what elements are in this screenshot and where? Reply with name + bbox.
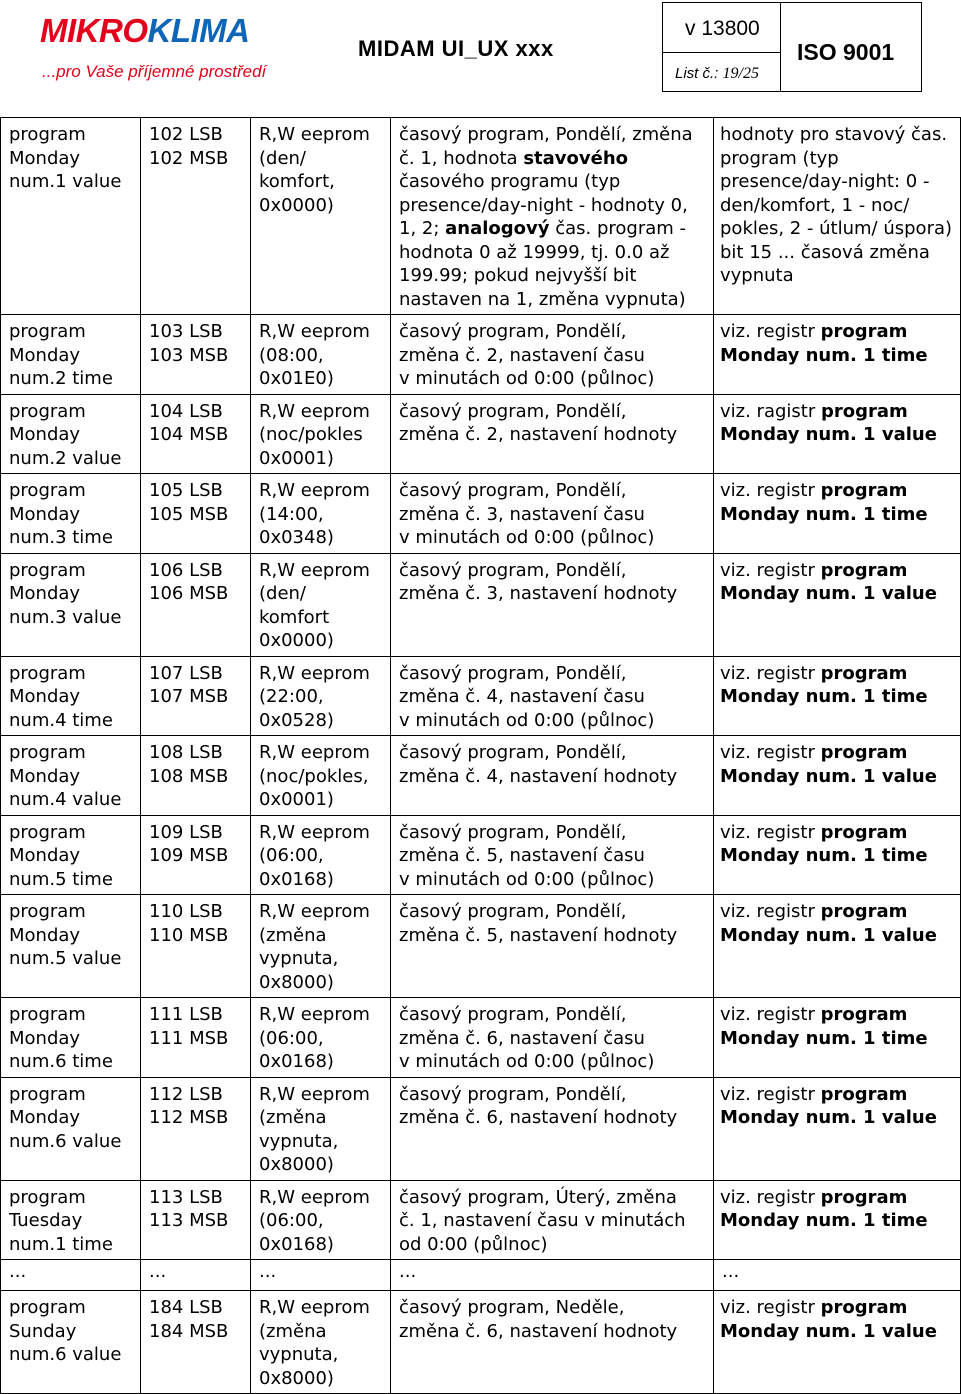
sheet-number xyxy=(675,65,759,83)
note-ref-text: viz. registr xyxy=(720,1297,821,1318)
description-fragment: časového programu (typ presence/day-night - hodnoty 0, 1, 2; xyxy=(399,171,688,239)
register-access-line: 0x8000) xyxy=(259,1367,334,1389)
register-address-cell xyxy=(141,895,251,998)
table-row xyxy=(1,1180,961,1260)
sheet-label: List č.: xyxy=(675,65,719,82)
description-line: časový program, Úterý, změna xyxy=(399,1186,677,1208)
register-address-line: 103 MSB xyxy=(149,344,229,366)
register-name-cell xyxy=(1,1180,141,1260)
register-name-line: program xyxy=(9,1004,86,1025)
register-access-cell xyxy=(251,998,391,1078)
register-name-line: num.5 value xyxy=(9,948,122,969)
register-name-line: num.4 time xyxy=(9,709,113,731)
note-ref-register: program xyxy=(820,321,908,342)
description-line: změna č. 5, nastavení času xyxy=(399,845,645,866)
note-ref-register: program xyxy=(820,662,908,684)
note-ref-register: program xyxy=(820,480,908,501)
description-line: změna č. 6, nastavení času xyxy=(399,1027,645,1049)
register-name-line: Tuesday xyxy=(9,1210,83,1231)
note-ref-register: program xyxy=(820,400,908,422)
register-address-line: 105 MSB xyxy=(149,503,229,525)
note-ref-text: viz. registr xyxy=(720,901,821,922)
register-description-cell xyxy=(391,553,714,656)
register-note-cell xyxy=(714,1180,961,1260)
description-line: časový program, Pondělí, xyxy=(399,559,627,581)
register-description-cell xyxy=(391,895,714,998)
register-access-cell xyxy=(251,394,391,474)
register-access-line: R,W eeprom xyxy=(259,901,370,922)
description-line: časový program, Pondělí, xyxy=(399,1083,627,1105)
register-name-line: program xyxy=(9,1186,86,1208)
note-ref-register: program xyxy=(820,1297,908,1318)
register-access-line: 0x0528) xyxy=(259,709,334,731)
register-access-line: (06:00, xyxy=(259,1210,324,1231)
register-access-line: R,W eeprom xyxy=(259,124,370,145)
register-name-line: Monday xyxy=(9,845,81,866)
register-access-line: (noc/pokles, xyxy=(259,765,369,787)
register-description-cell xyxy=(391,315,714,395)
register-access-line: 0x01E0) xyxy=(259,368,334,389)
note-ref-register: program xyxy=(820,1186,908,1208)
register-access-line: R,W eeprom xyxy=(259,400,370,422)
register-name-line: Monday xyxy=(9,1027,81,1049)
register-note-cell xyxy=(714,1077,961,1180)
register-address-cell xyxy=(141,998,251,1078)
register-name-line: Monday xyxy=(9,344,81,366)
register-name-cell xyxy=(1,998,141,1078)
register-name-line: program xyxy=(9,559,86,581)
note-line xyxy=(720,1083,954,1107)
register-address-cell xyxy=(141,118,251,315)
register-description-cell xyxy=(391,118,714,315)
register-access-line: (změna xyxy=(259,1320,327,1342)
description-line: změna č. 4, nastavení času xyxy=(399,686,645,707)
version-box-hline xyxy=(663,52,781,53)
register-address-cell xyxy=(141,815,251,895)
register-address-line: 109 LSB xyxy=(149,821,223,843)
note-ref-register-name: Monday num. 1 value xyxy=(720,924,937,946)
register-address-line: 103 LSB xyxy=(149,321,223,342)
register-note-cell xyxy=(714,998,961,1078)
table-row xyxy=(1,474,961,554)
register-access-cell xyxy=(251,315,391,395)
document-title: MIDAM UI_UX xxx xyxy=(358,36,554,61)
register-access-line: 0x0168) xyxy=(259,1233,334,1255)
note-ref-register: program xyxy=(820,742,908,763)
description-line: č. 1, nastavení času v minutách xyxy=(399,1210,686,1231)
register-access-cell xyxy=(251,895,391,998)
register-address-cell xyxy=(141,736,251,816)
company-logo xyxy=(40,12,300,92)
note-ref-text: viz. registr xyxy=(720,821,821,843)
register-address-line: 106 LSB xyxy=(149,559,223,581)
note-ref-register-name: Monday num. 1 value xyxy=(720,765,937,787)
note-text: hodnoty pro stavový čas. program (typ presence/day-night: 0 - den/komfort, 1 - noc/ pokles, 2 - útlum/ úspora) xyxy=(720,124,953,239)
register-address-cell xyxy=(141,1291,251,1394)
ellipsis-cell: ... xyxy=(391,1260,714,1291)
register-name-line: num.6 time xyxy=(9,1051,113,1072)
register-name-line: Monday xyxy=(9,765,81,787)
register-address-line: 111 MSB xyxy=(149,1027,229,1049)
note-ref-text: viz. registr xyxy=(720,742,821,763)
register-address-line: 111 LSB xyxy=(149,1004,223,1025)
register-name-cell xyxy=(1,895,141,998)
register-note-cell xyxy=(714,656,961,736)
register-access-line: vypnuta, xyxy=(259,1130,339,1152)
register-name-line: num.6 value xyxy=(9,1344,122,1365)
register-name-cell xyxy=(1,394,141,474)
register-access-line: R,W eeprom xyxy=(259,662,370,684)
register-description-cell xyxy=(391,394,714,474)
note-ref-register-name: Monday num. 1 value xyxy=(720,583,937,604)
description-line: časový program, Pondělí, xyxy=(399,662,627,684)
description-line: časový program, Pondělí, xyxy=(399,321,627,342)
register-address-line: 108 MSB xyxy=(149,765,229,787)
logo-word-mikro: MIKRO xyxy=(40,12,148,49)
description-line: časový program, Pondělí, xyxy=(399,821,627,843)
register-access-cell xyxy=(251,553,391,656)
register-access-line: 0x0168) xyxy=(259,1051,334,1072)
register-access-line: vypnuta, xyxy=(259,948,339,969)
register-access-line: vypnuta, xyxy=(259,1344,339,1365)
register-name-line: Monday xyxy=(9,424,81,445)
register-description-cell xyxy=(391,656,714,736)
description-line: změna č. 5, nastavení hodnoty xyxy=(399,924,678,946)
table-row xyxy=(1,895,961,998)
version-number: v 13800 xyxy=(685,17,760,40)
register-access-line: 0x0168) xyxy=(259,868,334,890)
note-line xyxy=(720,741,954,765)
table-row xyxy=(1,815,961,895)
register-note-cell xyxy=(714,815,961,895)
register-access-line: komfort xyxy=(259,606,330,628)
register-address-cell xyxy=(141,1180,251,1260)
register-note-cell xyxy=(714,736,961,816)
table-row xyxy=(1,736,961,816)
description-line: časový program, Pondělí, xyxy=(399,901,627,922)
register-address-line: 102 LSB xyxy=(149,124,223,145)
note-ref-register-name: Monday num. 1 value xyxy=(720,1320,937,1342)
register-address-line: 109 MSB xyxy=(149,845,229,866)
description-line: v minutách od 0:00 (půlnoc) xyxy=(399,709,655,731)
register-access-line: R,W eeprom xyxy=(259,1083,370,1105)
register-address-line: 104 MSB xyxy=(149,424,229,445)
register-access-line: 0x8000) xyxy=(259,1154,334,1175)
ellipsis-cell: ... xyxy=(714,1260,961,1291)
description-emphasis: stavového xyxy=(523,147,628,169)
register-access-line: R,W eeprom xyxy=(259,321,370,342)
register-access-cell xyxy=(251,1077,391,1180)
description-line: časový program, Pondělí, xyxy=(399,1004,627,1025)
register-note-cell xyxy=(714,118,961,315)
register-address-line: 102 MSB xyxy=(149,147,229,169)
register-name-line: program xyxy=(9,400,86,422)
register-name-line: program xyxy=(9,1083,86,1105)
logo-wordmark xyxy=(40,12,249,50)
register-access-line: 0x0000) xyxy=(259,630,334,651)
register-address-line: 106 MSB xyxy=(149,583,229,604)
description-line: změna č. 4, nastavení hodnoty xyxy=(399,765,678,787)
logo-word-klima: KLIMA xyxy=(147,12,250,49)
description-line: časový program, Pondělí, xyxy=(399,480,627,501)
register-note-cell xyxy=(714,895,961,998)
note-ref-register-name: Monday num. 1 time xyxy=(720,1027,928,1049)
description-line: změna č. 2, nastavení hodnoty xyxy=(399,424,678,445)
register-access-line: (den/ xyxy=(259,147,306,169)
register-name-line: num.4 value xyxy=(9,789,122,810)
register-name-cell xyxy=(1,474,141,554)
register-access-line: R,W eeprom xyxy=(259,1186,370,1208)
register-access-line: R,W eeprom xyxy=(259,1004,370,1025)
register-name-line: Monday xyxy=(9,147,81,169)
register-address-cell xyxy=(141,394,251,474)
register-address-line: 112 MSB xyxy=(149,1107,229,1128)
register-name-line: program xyxy=(9,662,86,684)
note-line xyxy=(720,400,954,424)
description-fragment: časový program, Pondělí, změna č. 1, hodnota xyxy=(399,124,693,169)
register-name-line: program xyxy=(9,901,86,922)
register-access-cell xyxy=(251,736,391,816)
table-row xyxy=(1,553,961,656)
register-address-line: 112 LSB xyxy=(149,1083,223,1105)
register-access-line: (změna xyxy=(259,924,327,946)
register-access-line: R,W eeprom xyxy=(259,1297,370,1318)
sheet-value: 19/25 xyxy=(722,65,759,82)
register-access-line: 0x0348) xyxy=(259,527,334,548)
register-description-cell xyxy=(391,1077,714,1180)
note-ref-text: viz. ragistr xyxy=(720,400,821,422)
register-note-cell xyxy=(714,474,961,554)
register-address-line: 107 MSB xyxy=(149,686,229,707)
note-line xyxy=(720,900,954,924)
register-name-line: num.2 time xyxy=(9,368,113,389)
ellipsis-cell: ... xyxy=(1,1260,141,1291)
note-line xyxy=(720,1003,954,1027)
description-line: časový program, Neděle, xyxy=(399,1297,625,1318)
note-line xyxy=(720,662,954,686)
table-row xyxy=(1,1291,961,1394)
note-ref-register: program xyxy=(820,901,908,922)
note-line xyxy=(720,320,954,344)
ellipsis-cell: ... xyxy=(251,1260,391,1291)
register-access-cell xyxy=(251,1291,391,1394)
register-access-line: (den/ xyxy=(259,583,306,604)
note-ref-register: program xyxy=(820,1004,908,1025)
note-ref-register-name: Monday num. 1 time xyxy=(720,1210,928,1231)
note-text: bit 15 ... časová změna vypnuta xyxy=(720,241,930,286)
register-access-line: 0x0001) xyxy=(259,447,334,469)
table-row xyxy=(1,1077,961,1180)
register-description-cell xyxy=(391,474,714,554)
register-address-cell xyxy=(141,474,251,554)
description-line: změna č. 2, nastavení času xyxy=(399,344,645,366)
register-description-cell xyxy=(391,1291,714,1394)
description-line: v minutách od 0:00 (půlnoc) xyxy=(399,368,655,389)
description-line: v minutách od 0:00 (půlnoc) xyxy=(399,1051,655,1072)
register-address-line: 184 LSB xyxy=(149,1297,223,1318)
register-name-line: num.2 value xyxy=(9,447,122,469)
register-access-line: R,W eeprom xyxy=(259,559,370,581)
description-text xyxy=(399,123,707,311)
register-name-line: Monday xyxy=(9,686,81,707)
register-access-cell xyxy=(251,656,391,736)
register-access-cell xyxy=(251,474,391,554)
register-access-line: R,W eeprom xyxy=(259,480,370,501)
register-access-line: (14:00, xyxy=(259,503,324,525)
register-description-cell xyxy=(391,998,714,1078)
table-row xyxy=(1,315,961,395)
register-address-cell xyxy=(141,553,251,656)
register-table xyxy=(0,117,961,1394)
register-access-line: R,W eeprom xyxy=(259,821,370,843)
note-ref-text: viz. registr xyxy=(720,321,821,342)
register-address-line: 184 MSB xyxy=(149,1320,229,1342)
table-row xyxy=(1,394,961,474)
description-line: od 0:00 (půlnoc) xyxy=(399,1233,548,1255)
register-name-cell xyxy=(1,1291,141,1394)
register-access-line: (22:00, xyxy=(259,686,324,707)
register-name-line: Sunday xyxy=(9,1320,77,1342)
note-ref-register: program xyxy=(820,1083,908,1105)
register-name-cell xyxy=(1,315,141,395)
register-description-cell xyxy=(391,736,714,816)
page-header xyxy=(0,0,960,114)
iso-standard: ISO 9001 xyxy=(797,39,895,65)
note-ref-text: viz. registr xyxy=(720,1083,821,1105)
register-name-line: num.3 time xyxy=(9,527,113,548)
ellipsis-cell: ... xyxy=(141,1260,251,1291)
register-address-line: 108 LSB xyxy=(149,742,223,763)
register-access-line: 0x8000) xyxy=(259,971,334,993)
description-line: v minutách od 0:00 (půlnoc) xyxy=(399,868,655,890)
register-name-line: Monday xyxy=(9,503,81,525)
note-ref-register-name: Monday num. 1 time xyxy=(720,344,928,366)
register-name-cell xyxy=(1,1077,141,1180)
note-ref-register-name: Monday num. 1 value xyxy=(720,1107,937,1128)
description-line: změna č. 6, nastavení hodnoty xyxy=(399,1320,678,1342)
register-note-cell xyxy=(714,1291,961,1394)
ellipsis-row xyxy=(1,1260,961,1291)
register-address-line: 113 LSB xyxy=(149,1186,223,1208)
register-name-line: num.6 value xyxy=(9,1130,122,1152)
note-ref-register-name: Monday num. 1 time xyxy=(720,503,928,525)
description-line: časový program, Pondělí, xyxy=(399,400,627,422)
register-name-line: program xyxy=(9,821,86,843)
note-ref-register: program xyxy=(820,559,908,581)
register-access-line: 0x0001) xyxy=(259,789,334,810)
note-ref-register: program xyxy=(820,821,908,843)
register-access-line: (noc/pokles xyxy=(259,424,363,445)
register-access-line: (změna xyxy=(259,1107,327,1128)
description-line: změna č. 3, nastavení času xyxy=(399,503,645,525)
register-name-line: program xyxy=(9,321,86,342)
register-access-line: R,W eeprom xyxy=(259,742,370,763)
register-access-cell xyxy=(251,118,391,315)
register-name-line: program xyxy=(9,124,86,145)
note-line xyxy=(720,479,954,503)
logo-slogan: ...pro Vaše příjemné prostředí xyxy=(42,62,267,81)
register-name-line: num.1 time xyxy=(9,1233,113,1255)
register-access-line: (08:00, xyxy=(259,344,324,366)
register-access-line: komfort, xyxy=(259,171,335,192)
table-row xyxy=(1,118,961,315)
note-ref-register-name: Monday num. 1 time xyxy=(720,845,928,866)
register-name-line: Monday xyxy=(9,583,81,604)
register-description-cell xyxy=(391,1180,714,1260)
description-emphasis: analogový xyxy=(445,218,550,239)
register-note-cell xyxy=(714,315,961,395)
register-address-line: 110 MSB xyxy=(149,924,229,946)
register-name-line: program xyxy=(9,480,86,501)
note-line xyxy=(720,1296,954,1320)
register-access-cell xyxy=(251,815,391,895)
register-name-cell xyxy=(1,815,141,895)
register-address-cell xyxy=(141,1077,251,1180)
register-name-cell xyxy=(1,553,141,656)
description-line: v minutách od 0:00 (půlnoc) xyxy=(399,527,655,548)
description-line: změna č. 3, nastavení hodnoty xyxy=(399,583,678,604)
register-access-cell xyxy=(251,1180,391,1260)
register-address-cell xyxy=(141,656,251,736)
note-ref-text: viz. registr xyxy=(720,559,821,581)
note-line xyxy=(720,559,954,583)
register-access-line: (06:00, xyxy=(259,845,324,866)
description-line: změna č. 6, nastavení hodnoty xyxy=(399,1107,678,1128)
version-box xyxy=(662,2,922,92)
note-ref-register-name: Monday num. 1 value xyxy=(720,424,937,445)
note-ref-register-name: Monday num. 1 time xyxy=(720,686,928,707)
register-name-cell xyxy=(1,118,141,315)
register-note-cell xyxy=(714,553,961,656)
register-name-line: num.5 time xyxy=(9,868,113,890)
register-table-body xyxy=(1,118,961,1394)
table-row xyxy=(1,998,961,1078)
description-fragment: čas. program - hodnota 0 až 19999, tj. 0.0 až 199.99; pokud nejvyšší bit nastaven na 1, změna vypnuta) xyxy=(399,218,687,310)
description-line: časový program, Pondělí, xyxy=(399,742,627,763)
note-ref-text: viz. registr xyxy=(720,480,821,501)
register-address-line: 105 LSB xyxy=(149,480,223,501)
register-name-line: program xyxy=(9,742,86,763)
register-name-line: Monday xyxy=(9,1107,81,1128)
note-ref-text: viz. registr xyxy=(720,1004,821,1025)
note-ref-text: viz. registr xyxy=(720,662,821,684)
register-address-line: 110 LSB xyxy=(149,901,223,922)
register-name-cell xyxy=(1,656,141,736)
register-access-line: (06:00, xyxy=(259,1027,324,1049)
note-line xyxy=(720,1186,954,1210)
table-row xyxy=(1,656,961,736)
register-name-line: program xyxy=(9,1297,86,1318)
register-address-cell xyxy=(141,315,251,395)
register-address-line: 113 MSB xyxy=(149,1210,229,1231)
register-name-line: num.3 value xyxy=(9,606,122,628)
register-address-line: 107 LSB xyxy=(149,662,223,684)
register-name-line: num.1 value xyxy=(9,171,122,192)
register-name-line: Monday xyxy=(9,924,81,946)
note-ref-text: viz. registr xyxy=(720,1186,821,1208)
register-access-line: 0x0000) xyxy=(259,194,334,216)
register-description-cell xyxy=(391,815,714,895)
register-note-cell xyxy=(714,394,961,474)
register-address-line: 104 LSB xyxy=(149,400,223,422)
note-line xyxy=(720,821,954,845)
register-name-cell xyxy=(1,736,141,816)
